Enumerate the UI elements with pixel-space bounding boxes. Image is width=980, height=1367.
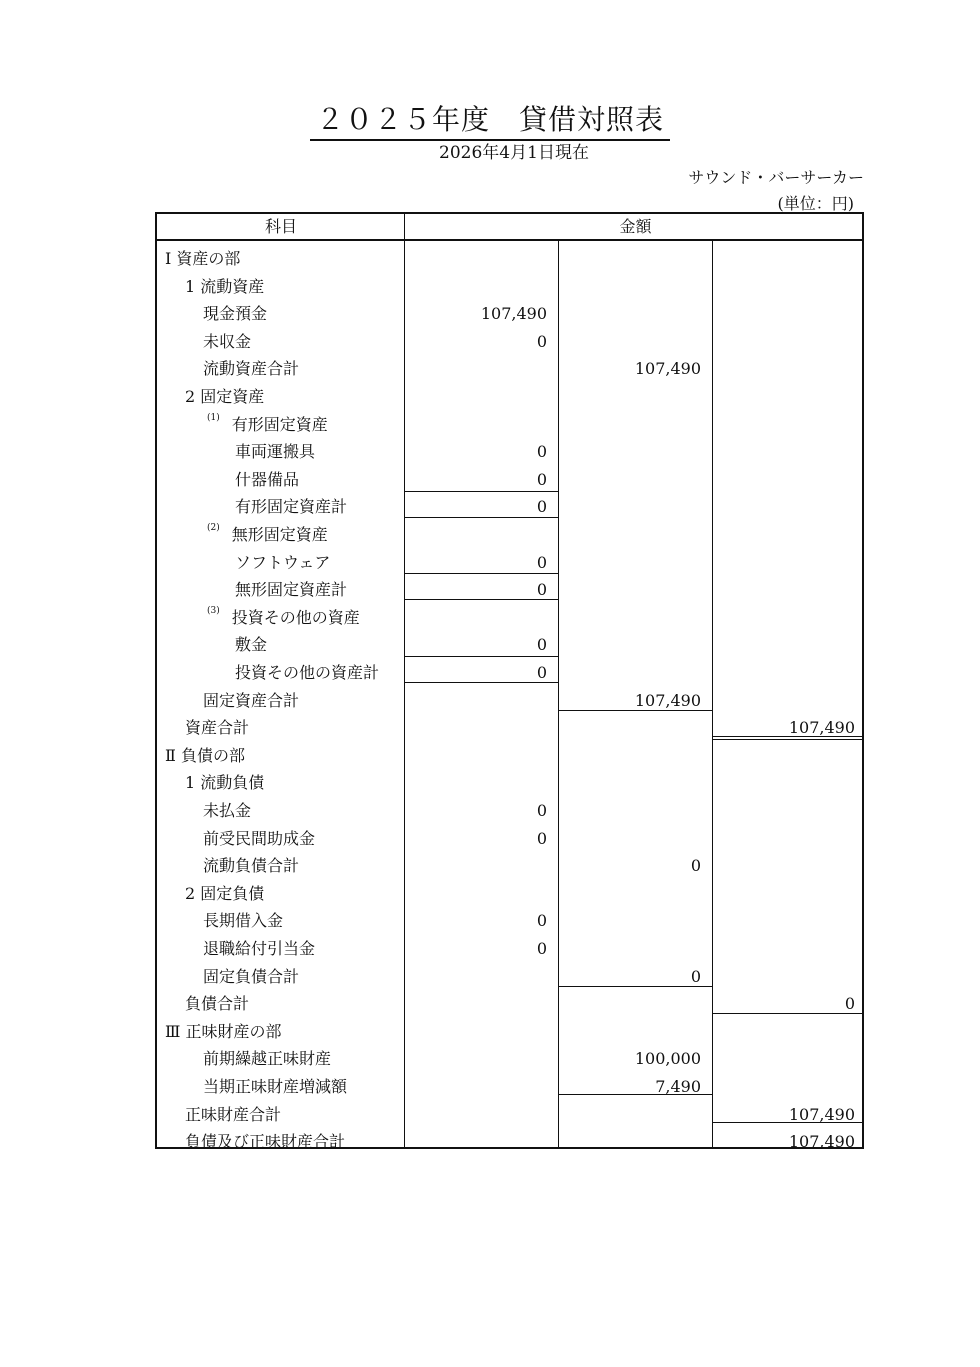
row-label [185, 990, 249, 1018]
amount-c2: 100,000 [634, 1049, 701, 1069]
row-label [203, 797, 251, 825]
row-label-text: 1 流動資産 [185, 276, 265, 296]
row-label [165, 245, 240, 273]
amount-c1: 0 [536, 828, 547, 848]
table-row [157, 604, 862, 632]
amount-c1: 0 [536, 442, 547, 462]
amount-c2: 7,490 [655, 1077, 701, 1096]
row-label-text: 退職給付引当金 [203, 939, 316, 958]
row-marker: (3) [207, 605, 220, 616]
row-label [235, 576, 347, 604]
row-label [165, 1018, 282, 1046]
row-label [185, 273, 264, 301]
table-row [157, 383, 862, 411]
row-label [185, 1128, 345, 1156]
amount-c1: 0 [536, 552, 547, 572]
row-label [203, 355, 299, 383]
row-marker: (1) [207, 412, 220, 423]
amount-c1: 0 [536, 635, 547, 655]
row-label [203, 963, 299, 991]
row-label [235, 493, 347, 521]
row-label-text: 1 流動負債 [185, 773, 265, 793]
row-label-text: 前受民間助成金 [203, 828, 316, 848]
currency-unit: (単位：円) [777, 194, 854, 213]
table-row [157, 797, 862, 825]
table-row [157, 769, 862, 797]
table-row [157, 880, 862, 908]
table-row [157, 687, 862, 715]
table-row [157, 1073, 862, 1101]
table-row [157, 852, 862, 880]
table-row [157, 1101, 862, 1129]
row-label [207, 521, 328, 549]
table-row [157, 1045, 862, 1073]
table-row [157, 907, 862, 935]
amount-c1: 0 [536, 663, 547, 682]
row-label-text: 敷金 [235, 635, 268, 655]
amount-c3: 107,490 [788, 1132, 855, 1152]
row-label-text: 長期借入金 [203, 911, 284, 931]
row-label [203, 1073, 347, 1101]
amount-c1: 0 [536, 469, 547, 489]
amount-c2: 0 [690, 966, 701, 986]
row-label [235, 659, 379, 687]
amount-c1: 0 [536, 580, 547, 600]
table-row [157, 935, 862, 963]
amount-c1: 0 [536, 939, 547, 958]
organization-name: サウンド・バーサーカー [688, 168, 864, 187]
row-label-text: 車両運搬具 [235, 442, 316, 462]
row-label [207, 411, 328, 439]
row-label-text: Ⅲ 正味財産の部 [165, 1021, 282, 1041]
row-label-text: Ⅱ 負債の部 [165, 745, 245, 765]
row-label-text: Ⅰ 資産の部 [165, 249, 241, 268]
table-row [157, 245, 862, 273]
row-label [203, 687, 299, 715]
row-label-text: 未払金 [203, 801, 252, 820]
table-row [157, 493, 862, 521]
row-label-text: 什器備品 [235, 469, 300, 489]
table-row [157, 355, 862, 383]
row-label-text: 流動資産合計 [203, 359, 300, 379]
row-label-text: 当期正味財産増減額 [203, 1077, 348, 1096]
row-label-text: 現金預金 [203, 304, 268, 324]
row-label [185, 714, 249, 742]
amount-c1: 0 [536, 331, 547, 351]
balance-sheet-table [155, 212, 864, 1152]
table-row [157, 631, 862, 659]
table-row [157, 1018, 862, 1046]
row-label-text: 2 固定資産 [185, 387, 265, 406]
row-label-text: 資産合計 [185, 718, 250, 738]
amount-c2: 0 [690, 856, 701, 876]
row-label [203, 852, 299, 880]
document-title [0, 98, 980, 141]
row-label [207, 604, 360, 632]
table-header [157, 214, 862, 241]
row-label-text: 正味財産合計 [185, 1104, 282, 1124]
row-label [185, 383, 264, 411]
row-label [185, 1101, 281, 1129]
amount-c2: 107,490 [634, 359, 701, 379]
row-label-text: 投資その他の資産 [231, 607, 360, 627]
header-amount: 金額 [619, 217, 652, 236]
report-date: 2026年4月1日現在 [439, 143, 589, 163]
table-row [157, 300, 862, 328]
row-label-text: 固定資産合計 [203, 690, 300, 710]
amount-c3: 0 [844, 994, 855, 1014]
row-label-text: 投資その他の資産計 [235, 663, 380, 682]
row-label-text: 前期繰越正味財産 [203, 1049, 332, 1069]
row-label [235, 631, 267, 659]
table-row [157, 990, 862, 1018]
row-label-text: 負債合計 [185, 994, 250, 1014]
table-row [157, 1128, 862, 1156]
row-label [185, 880, 264, 908]
row-label-text: 無形固定資産 [231, 525, 328, 544]
row-label-text: 有形固定資産 [231, 414, 328, 434]
amount-c2: 107,490 [634, 690, 701, 710]
row-label-text: 負債及び正味財産合計 [185, 1132, 346, 1152]
amount-c1: 0 [536, 911, 547, 931]
row-label [235, 466, 299, 494]
row-marker: (2) [207, 523, 220, 533]
row-label [203, 300, 267, 328]
table-row [157, 714, 862, 742]
table-row [157, 521, 862, 549]
row-label [203, 328, 251, 356]
table-row [157, 742, 862, 770]
row-label [235, 549, 330, 577]
row-label [203, 1045, 331, 1073]
table-row [157, 273, 862, 301]
row-label-text: 有形固定資産計 [235, 497, 348, 517]
row-label [185, 769, 264, 797]
row-label-text: 固定負債合計 [203, 966, 300, 986]
amount-c3: 107,490 [788, 1104, 855, 1124]
row-label-text: 2 固定負債 [185, 883, 265, 903]
row-label [203, 935, 315, 963]
table-row [157, 328, 862, 356]
table-row [157, 825, 862, 853]
row-label-text: ソフトウェア [235, 552, 331, 572]
amount-c1: 107,490 [480, 304, 547, 324]
header-subject: 科目 [264, 217, 297, 236]
row-label [203, 907, 283, 935]
table-row [157, 576, 862, 604]
table-row [157, 466, 862, 494]
amount-c3: 107,490 [788, 718, 855, 738]
table-row [157, 411, 862, 439]
table-row [157, 438, 862, 466]
document-title-text: ２０２５年度 貸借対照表 [310, 98, 670, 141]
table-row [157, 659, 862, 687]
row-label [203, 825, 315, 853]
amount-c1: 0 [536, 497, 547, 517]
table-row [157, 963, 862, 991]
row-label [165, 742, 245, 770]
row-label [235, 438, 315, 466]
row-label-text: 無形固定資産計 [235, 580, 348, 600]
row-label-text: 流動負債合計 [203, 856, 300, 876]
row-label-text: 未収金 [203, 331, 252, 351]
amount-c1: 0 [536, 801, 547, 820]
table-row [157, 549, 862, 577]
